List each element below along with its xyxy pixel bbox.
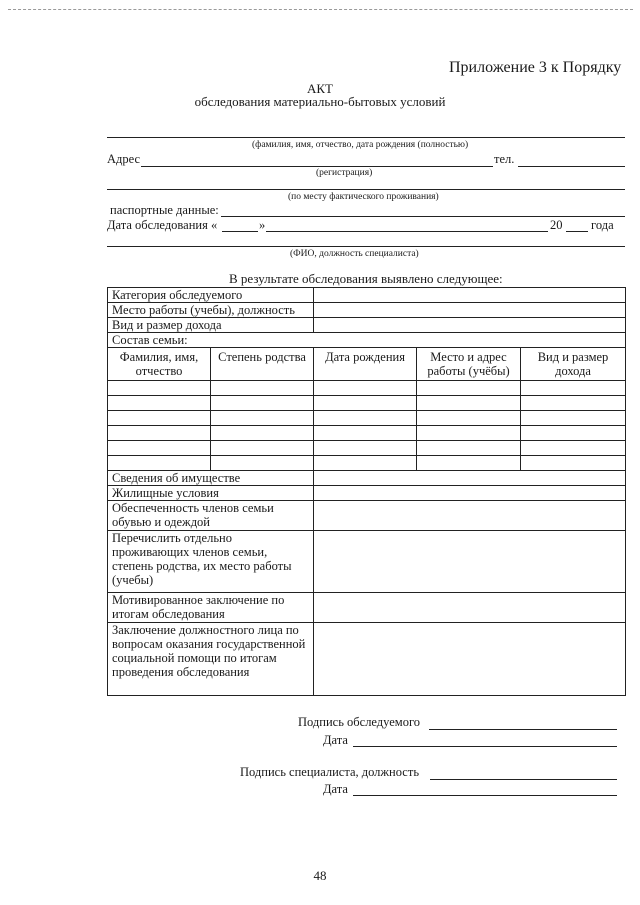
examinee-date-line[interactable] [353, 746, 617, 747]
workplace-value[interactable] [314, 303, 626, 318]
specialist-signature-line[interactable] [430, 779, 617, 780]
separate-members-value[interactable] [314, 531, 626, 593]
table-row [108, 396, 626, 411]
survey-date-close: » [259, 218, 266, 232]
survey-day-line[interactable] [222, 231, 258, 232]
family-label: Состав семьи: [108, 333, 626, 348]
specialist-date-line[interactable] [353, 795, 617, 796]
examinee-date-label: Дата [323, 733, 348, 747]
survey-year-line[interactable] [566, 231, 588, 232]
examinee-signature-label: Подпись обследуемого [298, 715, 421, 729]
residence-line[interactable] [107, 189, 625, 190]
official-conclusion-value[interactable] [314, 623, 626, 696]
table-row [108, 456, 626, 471]
survey-date-label: Дата обследования « [107, 218, 218, 232]
survey-month-line[interactable] [266, 231, 548, 232]
full-name-line[interactable] [107, 137, 625, 138]
category-value[interactable] [314, 288, 626, 303]
year-suffix: года [591, 218, 614, 232]
specialist-caption: (ФИО, должность специалиста) [290, 249, 419, 259]
table-row [108, 381, 626, 396]
document-title: АКТ [307, 81, 333, 96]
registration-caption: (регистрация) [316, 168, 373, 178]
phone-line[interactable] [518, 166, 625, 167]
workplace-label: Место работы (учебы), должность [108, 303, 314, 318]
category-label: Категория обследуемого [108, 288, 314, 303]
passport-label: паспортные данные: [110, 203, 219, 217]
results-intro: В результате обследования выявлено следующее: [229, 271, 503, 286]
income-value[interactable] [314, 318, 626, 333]
family-col-name: Фамилия, имя, отчество [108, 348, 211, 381]
table-row [108, 411, 626, 426]
specialist-line[interactable] [107, 246, 625, 247]
housing-label: Жилищные условия [108, 486, 314, 501]
specialist-date-label: Дата [323, 782, 348, 796]
family-col-relation: Степень родства [211, 348, 314, 381]
table-row [108, 441, 626, 456]
year-prefix: 20 [550, 218, 563, 232]
address-line[interactable] [141, 166, 493, 167]
family-col-workplace: Место и адрес работы (учёбы) [417, 348, 521, 381]
full-name-caption: (фамилия, имя, отчество, дата рождения (полностью) [252, 140, 469, 150]
passport-line[interactable] [221, 216, 625, 217]
scan-edge [8, 9, 633, 10]
family-col-income: Вид и размер дохода [521, 348, 626, 381]
provision-label: Обеспеченность членов семьи обувью и одеждой [108, 501, 314, 531]
conclusion-value[interactable] [314, 593, 626, 623]
phone-label: тел. [494, 152, 515, 166]
examinee-signature-line[interactable] [429, 729, 617, 730]
conclusion-label: Мотивированное заключение по итогам обследования [108, 593, 314, 623]
address-label: Адрес [107, 152, 141, 166]
provision-value[interactable] [314, 501, 626, 531]
property-label: Сведения об имуществе [108, 471, 314, 486]
document-subtitle: обследования материально-бытовых условий [194, 94, 446, 109]
table-row [108, 426, 626, 441]
housing-value[interactable] [314, 486, 626, 501]
page-number: 48 [313, 868, 327, 883]
survey-table [107, 287, 626, 696]
separate-members-label: Перечислить отдельно проживающих членов семьи, степень родства, их место работы (учебы) [108, 531, 314, 593]
income-label: Вид и размер дохода [108, 318, 314, 333]
property-value[interactable] [314, 471, 626, 486]
appendix-caption: Приложение 3 к Порядку [449, 59, 622, 76]
specialist-signature-label: Подпись специалиста, должность [240, 765, 420, 779]
family-col-birthdate: Дата рождения [314, 348, 417, 381]
official-conclusion-label: Заключение должностного лица по вопросам оказания государственной социальной помощи по итогам проведения обследования [108, 623, 314, 696]
residence-caption: (по месту фактического проживания) [288, 192, 439, 202]
